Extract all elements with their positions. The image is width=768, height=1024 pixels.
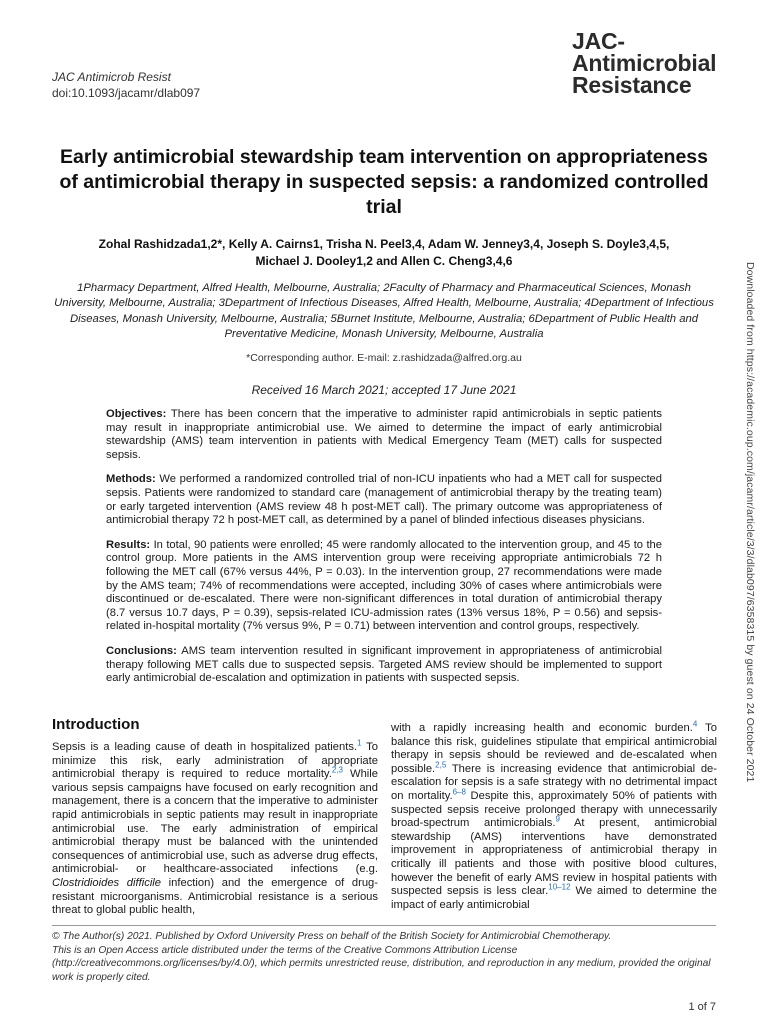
conclusions-text: AMS team intervention resulted in significant improvement in appropriateness of antimicrobial therapy following MET calls due to suspected sepsis. Targeted AMS review should be implemented to support early antimicrobial de-escalation and optimization in patients with suspected sepsis. bbox=[106, 644, 662, 685]
methods-text: We performed a randomized controlled trial of non-ICU inpatients who had a MET call for suspected sepsis. Patients were randomized to standard care (management of antimicrobial therapy by the treating team) or early targeted intervention (AMS review 48 h post-MET call). The primary outcome was appropriateness of antimicrobial therapy 72 h post-MET call, as determined by a panel of blinded infectious diseases physicians. bbox=[106, 473, 662, 527]
logo-line-1: JAC- bbox=[572, 28, 625, 54]
species-name: Clostridioides difficile bbox=[52, 876, 162, 889]
intro-text: with a rapidly increasing health and economic burden. bbox=[391, 722, 693, 734]
license-footer bbox=[52, 930, 716, 984]
objectives-heading: Objectives: bbox=[106, 408, 167, 420]
abstract-methods bbox=[106, 473, 662, 527]
download-watermark: Downloaded from https://academic.oup.com/jacamr/article/3/3/dlab097/6358315 by guest on 24 October 2021 bbox=[744, 262, 756, 783]
intro-text: We aimed to determine the impact of early antimicrobial bbox=[391, 885, 717, 911]
intro-text: Despite this, approximately 50% of patients with suspected sepsis receive prolonged therapy with unnecessarily broad-spectrum antimicrobials. bbox=[391, 789, 717, 830]
intro-text: Sepsis is a leading cause of death in hospitalized patients. bbox=[52, 741, 358, 753]
introduction-heading: Introduction bbox=[52, 716, 140, 733]
body-column-right bbox=[391, 719, 717, 912]
footer-divider bbox=[52, 925, 716, 926]
license-notice: This is an Open Access article distributed under the terms of the Creative Commons Attribution License (http://creativecommons.org/licenses/by/4.0/), which permits unrestricted reuse, distribution, and reproduction in any medium, provided the original work is properly cited. bbox=[52, 944, 711, 983]
intro-text: To balance this risk, guidelines stipulate that empirical antimicrobial therapy in sepsis should be reviewed and de-escalated when possible. bbox=[391, 722, 717, 775]
results-text: In total, 90 patients were enrolled; 45 were randomly allocated to the intervention group, and 45 to the control group. More patients in the AMS intervention group were receiving appropriate antimicrobials 72 h following the MET call (67% versus 44%, P = 0.03). In the intervention group, 27 recommendations were made by the AMS team; 74% of recommendations were accepted, including 30% of cases where antimicrobials were discontinued or de-escalated. There were non-significant differences in total duration of antimicrobial therapy (8.7 versus 10.7 days, P = 0.39), sepsis-related ICU-admission rates (13% versus 18%, P = 0.56) and sepsis-related in-hospital mortality (7% versus 9%, P = 0.71) between intervention and control groups, respectively. bbox=[106, 538, 662, 633]
intro-text: While various sepsis campaigns have focused on early recognition and management, there is a concern that the imperative to administer rapid antimicrobials in septic patients may result in inappropriate antimicrobial use. The early administration of empirical antimicrobial therapy must be balanced with the unintended consequences of antimicrobial use, such as adverse drug effects, antimicrobial- or healthcare-associated infections (e.g. bbox=[52, 768, 378, 876]
corresponding-author: *Corresponding author. E-mail: z.rashidzada@alfred.org.au bbox=[246, 352, 522, 364]
authors-line-1: Zohal Rashidzada1,2*, Kelly A. Cairns1, Trisha N. Peel3,4, Adam W. Jenney3,4, Joseph S. Doyle3,4,5, bbox=[98, 237, 670, 251]
intro-text: infection) and the emergence of drug-resistant microorganisms. Antimicrobial resistance is a serious threat to global public health, bbox=[52, 876, 378, 917]
journal-citation bbox=[52, 69, 200, 101]
abstract bbox=[106, 408, 662, 697]
authors-line-2: Michael J. Dooley1,2 and Allen C. Cheng3,4,6 bbox=[255, 254, 513, 268]
copyright-notice: © The Author(s) 2021. Published by Oxford University Press on behalf of the British Society for Antimicrobial Chemotherapy. bbox=[52, 931, 612, 942]
body-column-left bbox=[52, 738, 378, 918]
page-number: 1 of 7 bbox=[688, 1001, 716, 1013]
methods-heading: Methods: bbox=[106, 473, 156, 486]
abstract-conclusions bbox=[106, 645, 662, 686]
citation-link[interactable]: 2,5 bbox=[435, 760, 447, 770]
received-dates: Received 16 March 2021; accepted 17 June 2021 bbox=[251, 383, 517, 397]
journal-doi: doi:10.1093/jacamr/dlab097 bbox=[52, 86, 201, 100]
logo-line-3: Resistance bbox=[572, 72, 692, 98]
abstract-objectives bbox=[106, 408, 662, 462]
journal-name: JAC Antimicrob Resist bbox=[52, 70, 171, 84]
citation-link[interactable]: 6–8 bbox=[452, 787, 466, 797]
objectives-text: There has been concern that the imperative to administer rapid antimicrobials in septic patients may result in inappropriate antimicrobial use. We aimed to determine the impact of early antimicrobial stewardship (AMS) team intervention in patients with Medical Emergency Team (MET) calls for suspected sepsis. bbox=[106, 408, 663, 461]
citation-link[interactable]: 4 bbox=[692, 719, 698, 729]
article-title: Early antimicrobial stewardship team intervention on appropriateness of antimicrobial therapy in suspected sepsis: a randomized controlled trial bbox=[59, 146, 709, 218]
results-heading: Results: bbox=[106, 538, 151, 551]
abstract-results bbox=[106, 539, 662, 634]
citation-link[interactable]: 1 bbox=[357, 738, 362, 748]
author-list bbox=[60, 236, 708, 270]
logo-line-2: Antimicrobial bbox=[572, 50, 717, 76]
citation-link[interactable]: 10–12 bbox=[548, 882, 571, 892]
citation-link[interactable]: 9 bbox=[555, 814, 560, 824]
intro-text: To minimize this risk, early administration of appropriate antimicrobial therapy is required to reduce mortality. bbox=[52, 741, 378, 781]
intro-text: There is increasing evidence that antimicrobial de-escalation for sepsis is a safe strategy with no detrimental impact on mortality. bbox=[391, 762, 717, 802]
citation-link[interactable]: 2,3 bbox=[331, 765, 343, 775]
conclusions-heading: Conclusions: bbox=[106, 644, 177, 657]
journal-logo bbox=[572, 30, 716, 96]
intro-text: At present, antimicrobial stewardship (AMS) interventions have demonstrated improvement in appropriateness of antimicrobial therapy in critically ill patients and those with positive blood cultures, however the benefit of early AMS review in hospital patients with suspected sepsis is less clear. bbox=[391, 817, 717, 898]
affiliations: 1Pharmacy Department, Alfred Health, Melbourne, Australia; 2Faculty of Pharmacy and Pharmaceutical Sciences, Monash University, Melbourne, Australia; 3Department of Infectious Diseases, Alfred Health, Melbourne, Australia; 4Department of Infectious Diseases, Monash University, Melbourne, Australia; 5Burnet Institute, Melbourne, Australia; 6Department of Public Health and Preventative Medicine, Monash University, Melbourne, Australia bbox=[54, 282, 714, 340]
